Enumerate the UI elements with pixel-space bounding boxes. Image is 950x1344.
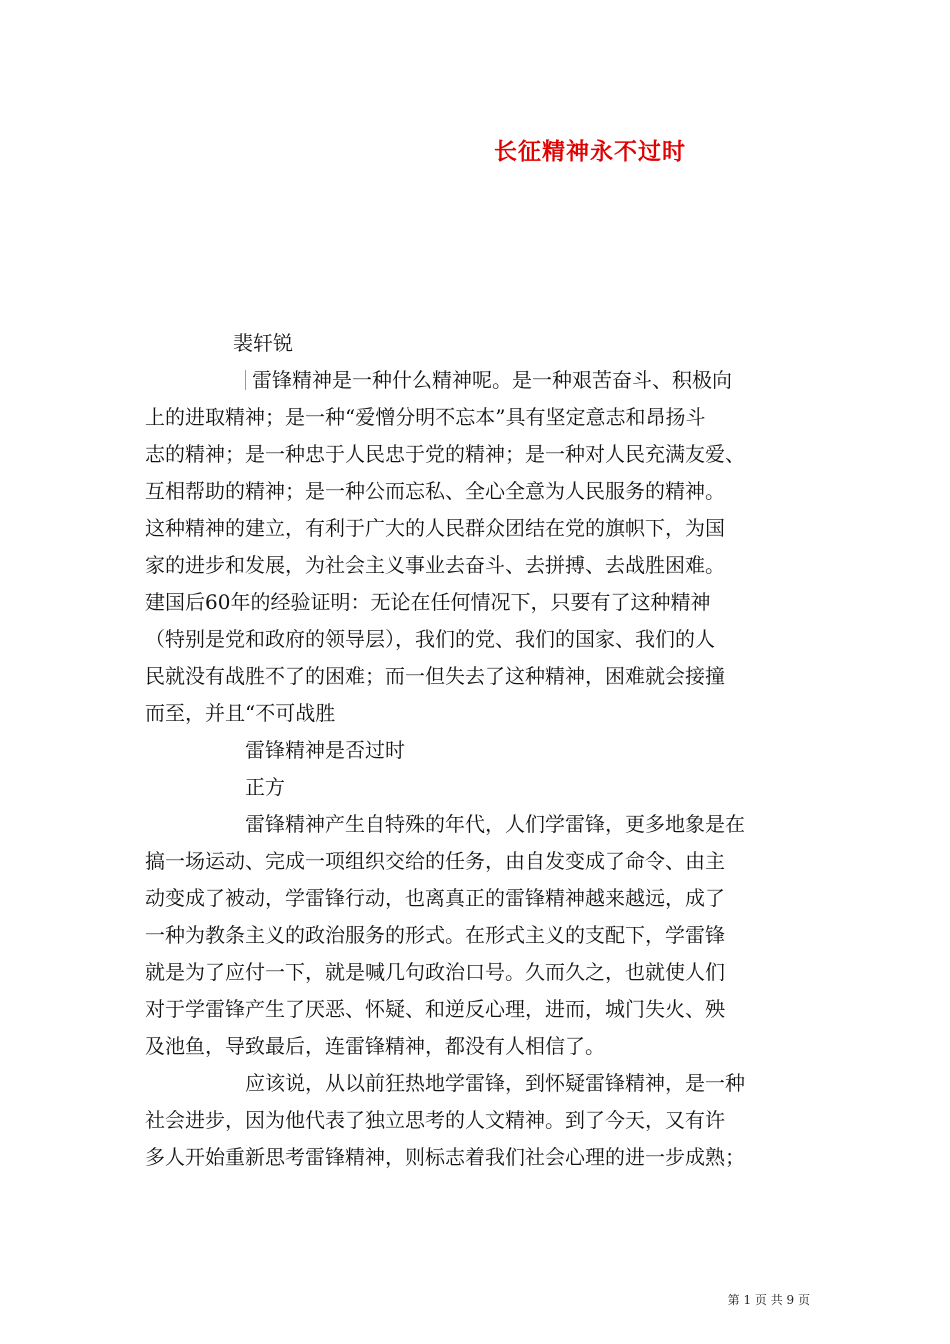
para2-line-2: 动变成了被动，学雷锋行动，也离真正的雷锋精神越来越远，成了 — [145, 886, 725, 910]
para1-line-8: 民就没有战胜不了的困难；而一但失去了这种精神，困难就会接撞 — [145, 664, 725, 688]
subheading: 雷锋精神是否过时 — [245, 738, 405, 762]
para2-line-3: 一种为教条主义的政治服务的形式。在形式主义的支配下，学雷锋 — [145, 923, 725, 947]
para1-line-9: 而至，并且“不可战胜 — [145, 701, 336, 725]
para3-line-1: 社会进步，因为他代表了独立思考的人文精神。到了今天，又有许 — [145, 1108, 725, 1132]
para1-line-0: 雷锋精神是一种什么精神呢。是一种艰苦奋斗、积极向 — [145, 362, 815, 399]
para1-line-1: 上的进取精神；是一种“爱憎分明不忘本”具有坚定意志和昂扬斗 — [145, 405, 706, 429]
para1-line-2: 志的精神；是一种忠于人民忠于党的精神；是一种对人民充满友爱、 — [145, 442, 745, 466]
side-label: 正方 — [245, 775, 285, 799]
para3-line-2: 多人开始重新思考雷锋精神，则标志着我们社会心理的进一步成熟； — [145, 1145, 745, 1169]
para2-line-0: 雷锋精神产生自特殊的年代，人们学雷锋，更多地象是在 — [245, 812, 745, 836]
para1-line-6: 建国后60年的经验证明：无论在任何情况下，只要有了这种精神 — [145, 590, 711, 614]
para1-line-5: 家的进步和发展，为社会主义事业去奋斗、去拼搏、去战胜困难。 — [145, 553, 725, 577]
author-name: 裴轩锐 — [233, 331, 293, 355]
page-number: 第 1 页 共 9 页 — [727, 1293, 810, 1307]
para1-line-7: （特别是党和政府的领导层），我们的党、我们的国家、我们的人 — [145, 627, 715, 651]
para2-line-5: 对于学雷锋产生了厌恶、怀疑、和逆反心理，进而，城门失火、殃 — [145, 997, 725, 1021]
para3-line-0: 应该说，从以前狂热地学雷锋，到怀疑雷锋精神，是一种 — [245, 1071, 745, 1095]
para1-line-4: 这种精神的建立，有利于广大的人民群众团结在党的旗帜下，为国 — [145, 516, 725, 540]
article-body — [145, 325, 815, 1176]
para2-line-4: 就是为了应付一下，就是喊几句政治口号。久而久之，也就使人们 — [145, 960, 725, 984]
document-title: 长征精神永不过时 — [494, 139, 686, 165]
text-cursor-icon — [245, 370, 246, 390]
para2-line-6: 及池鱼，导致最后，连雷锋精神，都没有人相信了。 — [145, 1034, 605, 1058]
para1-line-3: 互相帮助的精神；是一种公而忘私、全心全意为人民服务的精神。 — [145, 479, 725, 503]
para2-line-1: 搞一场运动、完成一项组织交给的任务，由自发变成了命令、由主 — [145, 849, 725, 873]
